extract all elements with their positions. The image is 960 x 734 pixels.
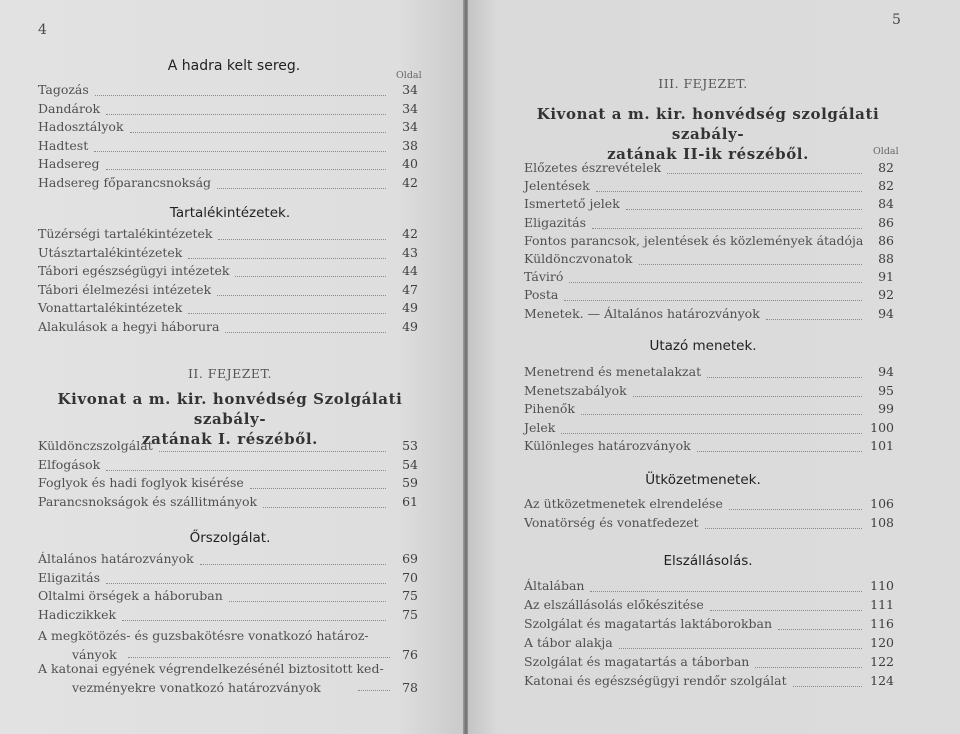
chapter-ii-title-line1: Kivonat a m. kir. honvédség Szolgálati szabály- (57, 390, 403, 428)
toc-entry (38, 175, 418, 194)
toc-entry-page: 106 (870, 496, 894, 511)
toc-entry (38, 226, 418, 245)
toc-entry (38, 475, 418, 494)
toc-entry (524, 383, 894, 402)
leader-dots (229, 600, 386, 602)
toc-entry-page: 91 (878, 269, 894, 285)
toc-entry (38, 263, 418, 282)
chapter-ii: II. FEJEZET. (187, 366, 273, 381)
leader-dots (626, 208, 862, 210)
toc-entry-label: Szolgálat és magatartás a táborban (524, 654, 750, 669)
toc-entry-label: Parancsnokságok és szállitmányok (38, 493, 258, 509)
toc-entry-page: 111 (870, 597, 894, 612)
toc-entry-label: Hadosztályok (38, 119, 124, 134)
toc-entry-label: Tábori egészségügyi intézetek (38, 263, 230, 278)
toc-entry-label: Különleges határozványok (524, 438, 691, 453)
toc-entry-page: 34 (402, 82, 418, 97)
leader-dots (705, 527, 862, 529)
leader-dots (188, 257, 386, 259)
leader-dots (225, 331, 386, 333)
toc-entry-label: Tüzérségi tartalékintézetek (38, 226, 213, 241)
toc-entry-page: 116 (870, 616, 894, 631)
leader-dots (263, 506, 386, 508)
toc-entry-label: Dandárok (38, 100, 101, 116)
toc-entry-label: Tábori élelmezési intézetek (38, 281, 212, 297)
leader-dots (250, 487, 386, 489)
toc-entry-label: Menetek. — Általános határozványok (524, 305, 760, 321)
toc-entry-page: 34 (402, 119, 418, 134)
section-utazo-menetek: Utazó menetek. (649, 338, 757, 354)
leader-dots (596, 190, 862, 192)
toc-entry-page: 86 (878, 214, 894, 230)
leader-dots (358, 690, 390, 691)
toc-entry (38, 588, 418, 607)
toc-entry (38, 319, 418, 338)
toc-entry-label: Szolgálat és magatartás laktáborokban (524, 616, 773, 631)
toc-entry (524, 364, 894, 383)
toc-entry (524, 515, 894, 534)
toc-entry-label: Elfogások (38, 456, 101, 472)
toc-entry (38, 570, 418, 589)
toc-entry-label: Vonatörség és vonatfedezet (524, 514, 699, 530)
leader-dots (106, 469, 386, 471)
leader-dots (755, 666, 862, 668)
left-page (0, 0, 468, 734)
page-number-left: 4 (38, 22, 47, 38)
toc-entry-label-line2: vezményekre vonatkozó határozványok (72, 680, 321, 695)
toc-entry-page: 108 (870, 514, 894, 530)
toc-entry-page: 124 (870, 673, 894, 688)
toc-entry-page: 120 (870, 635, 894, 650)
toc-entry-label: Általában (524, 578, 585, 593)
toc-entry-label: Oltalmi örségek a háboruban (38, 588, 223, 603)
toc-entry (524, 178, 894, 197)
toc-entry-page: 43 (402, 244, 418, 260)
toc-entry-label: Ismertető jelek (524, 196, 620, 212)
toc-entry-page: 42 (402, 174, 418, 190)
leader-dots (218, 238, 386, 240)
toc-entry-page: 38 (402, 137, 418, 153)
toc-entry-page: 53 (402, 438, 418, 453)
toc-entry-label: Hadiczikkek (38, 606, 117, 622)
toc-entry (524, 287, 894, 306)
section-orszolgalat: Őrszolgálat. (189, 530, 271, 546)
toc-entry-page: 59 (402, 475, 418, 490)
leader-dots (633, 395, 862, 397)
toc-entry-label: Foglyok és hadi foglyok kisérése (38, 475, 244, 490)
page-number-right: 5 (892, 12, 901, 28)
toc-entry (38, 101, 418, 120)
toc-entry-page: 75 (402, 606, 418, 622)
leader-dots (729, 508, 862, 510)
toc-entry-label: Menetszabályok (524, 382, 627, 398)
leader-dots (697, 450, 862, 452)
toc-entry-label: Utásztartalékintézetek (38, 244, 183, 260)
leader-dots (106, 582, 386, 584)
toc-entry-label: Pihenők (524, 401, 576, 416)
toc-entry (38, 438, 418, 457)
toc-entry-page: 92 (878, 287, 894, 303)
toc-entry (524, 654, 894, 673)
toc-entry-label: Küldönczszolgálat (38, 438, 153, 453)
toc-entry-page: 86 (878, 232, 894, 248)
toc-entry-page: 70 (402, 569, 418, 585)
toc-entry (38, 457, 418, 476)
leader-dots (561, 432, 862, 434)
toc-entry (524, 635, 894, 654)
toc-entry (524, 269, 894, 288)
chapter-iii-title-line1: Kivonat a m. kir. honvédség szolgálati szabály- (536, 105, 880, 143)
toc-entry-label: Katonai és egészségügyi rendőr szolgálat (524, 673, 787, 688)
leader-dots (94, 150, 386, 152)
toc-entry-page: 49 (402, 318, 418, 334)
toc-entry (38, 156, 418, 175)
toc-entry (524, 251, 894, 270)
leader-dots (235, 275, 386, 277)
toc-entry-page: 34 (402, 100, 418, 116)
toc-entry-label: Hadsereg (38, 156, 100, 171)
toc-entry (524, 420, 894, 439)
toc-entry-label-line1: A megkötözés- és guzsbakötésre vonatkozó határoz- (38, 628, 369, 643)
toc-entry-label: Menetrend és menetalakzat (524, 364, 702, 379)
toc-entry-page: 82 (878, 178, 894, 194)
toc-entry (524, 196, 894, 215)
leader-dots (778, 628, 862, 630)
toc-entry-page: 94 (878, 364, 894, 379)
toc-entry-page: 47 (402, 281, 418, 297)
heading-hadra-kelt-sereg: A hadra kelt sereg. (167, 58, 301, 74)
toc-entry-page: 75 (402, 588, 418, 603)
leader-dots (122, 619, 386, 621)
toc-entry (38, 282, 418, 301)
toc-entry-label: Vonattartalékintézetek (38, 300, 183, 315)
column-label-oldal-right: Oldal (873, 146, 899, 157)
toc-entry-page: 122 (870, 654, 894, 669)
toc-entry (524, 616, 894, 635)
leader-dots (95, 94, 386, 96)
column-label-oldal-left: Oldal (396, 70, 422, 81)
toc-entry (524, 438, 894, 457)
toc-entry (38, 494, 418, 513)
leader-dots (128, 657, 390, 658)
toc-entry-label: Jelentések (524, 178, 590, 194)
toc-entry-page: 78 (402, 680, 418, 695)
toc-entry-page: 42 (402, 226, 418, 241)
toc-entry-page: 84 (878, 196, 894, 212)
leader-dots (106, 113, 386, 115)
toc-entry-label: Jelek (524, 419, 556, 435)
leader-dots (766, 318, 862, 320)
toc-entry-label: Általános határozványok (38, 551, 194, 566)
toc-entry (38, 551, 418, 570)
toc-entry-page: 99 (878, 401, 894, 416)
toc-entry (38, 300, 418, 319)
toc-entry (524, 306, 894, 325)
toc-entry-page: 76 (402, 647, 418, 662)
chapter-iii: III. FEJEZET. (658, 76, 748, 91)
leader-dots (130, 131, 386, 133)
toc-entry-page: 94 (878, 305, 894, 321)
leader-dots (217, 187, 386, 189)
toc-entry-page: 88 (878, 251, 894, 266)
toc-entry-label: Fontos parancsok, jelentések és közlemények átadója (524, 232, 864, 248)
section-utkozetmenetek: Ütközetmenetek. (645, 472, 761, 488)
leader-dots (710, 609, 862, 611)
leader-dots (619, 647, 862, 649)
toc-entry-label: Küldönczvonatok (524, 251, 633, 266)
toc-entry (38, 607, 418, 626)
leader-dots (707, 376, 862, 378)
leader-dots (793, 685, 862, 687)
toc-entry-page: 100 (870, 419, 894, 435)
toc-entry-label: Táviró (524, 269, 564, 285)
toc-entry-label: Tagozás (38, 82, 89, 97)
chapter-iii-title-line2: zatának II-ik részéből. (607, 145, 809, 163)
toc-entry (524, 496, 894, 515)
toc-entry-label: Az ütközetmenetek elrendelése (524, 496, 723, 511)
toc-entry-label: Alakulások a hegyi háborura (38, 318, 220, 334)
toc-entry-page: 49 (402, 300, 418, 315)
toc-entry-label: Az elszállásolás előkészitése (524, 597, 704, 612)
toc-entry (524, 578, 894, 597)
toc-entry (524, 160, 894, 179)
leader-dots (569, 281, 862, 283)
toc-entry (524, 215, 894, 234)
toc-entry-vegrendelkezes (38, 659, 418, 697)
toc-entry-label-line1: A katonai egyének végrendelkezésénél biztositott ked- (38, 661, 384, 676)
toc-entry-page: 101 (870, 438, 894, 453)
toc-entry-page: 95 (878, 382, 894, 398)
toc-entry-page: 40 (402, 156, 418, 171)
toc-entry-page: 54 (402, 456, 418, 472)
toc-entry (524, 401, 894, 420)
right-page (468, 0, 960, 734)
leader-dots (667, 172, 862, 174)
toc-entry (524, 233, 894, 252)
section-tartalekintezetek: Tartalékintézetek. (169, 205, 291, 221)
leader-dots (159, 450, 386, 452)
leader-dots (581, 413, 862, 415)
leader-dots (639, 263, 862, 265)
toc-entry-label: Hadsereg főparancsnokság (38, 174, 212, 190)
leader-dots (564, 299, 862, 301)
chapter-iii-title (518, 104, 898, 164)
toc-entry (38, 138, 418, 157)
toc-entry-label: A tábor alakja (524, 635, 613, 650)
chapter-ii-title-line2: zatának I. részéből. (142, 430, 318, 448)
toc-entry-label: Eligazitás (524, 214, 587, 230)
leader-dots (188, 312, 386, 314)
toc-entry-page: 69 (402, 551, 418, 566)
leader-dots (200, 563, 386, 565)
toc-entry (38, 119, 418, 138)
leader-dots (217, 294, 386, 296)
toc-entry-label: Eligazitás (38, 569, 101, 585)
toc-entry (38, 245, 418, 264)
toc-entry-label: Előzetes észrevételek (524, 160, 662, 175)
toc-entry (524, 597, 894, 616)
leader-dots (590, 590, 862, 592)
toc-entry (524, 673, 894, 692)
leader-dots (592, 227, 862, 229)
toc-entry-label-line2: ványok (72, 647, 117, 662)
toc-entry-page: 110 (870, 578, 894, 593)
leader-dots (106, 168, 386, 170)
section-elszallasolas: Elszállásolás. (663, 553, 753, 569)
toc-entry-page: 61 (402, 493, 418, 509)
toc-entry-label: Hadtest (38, 137, 89, 153)
toc-entry-page: 82 (878, 160, 894, 175)
toc-entry (38, 82, 418, 101)
toc-entry-page: 44 (402, 263, 418, 278)
toc-entry-label: Posta (524, 287, 559, 303)
